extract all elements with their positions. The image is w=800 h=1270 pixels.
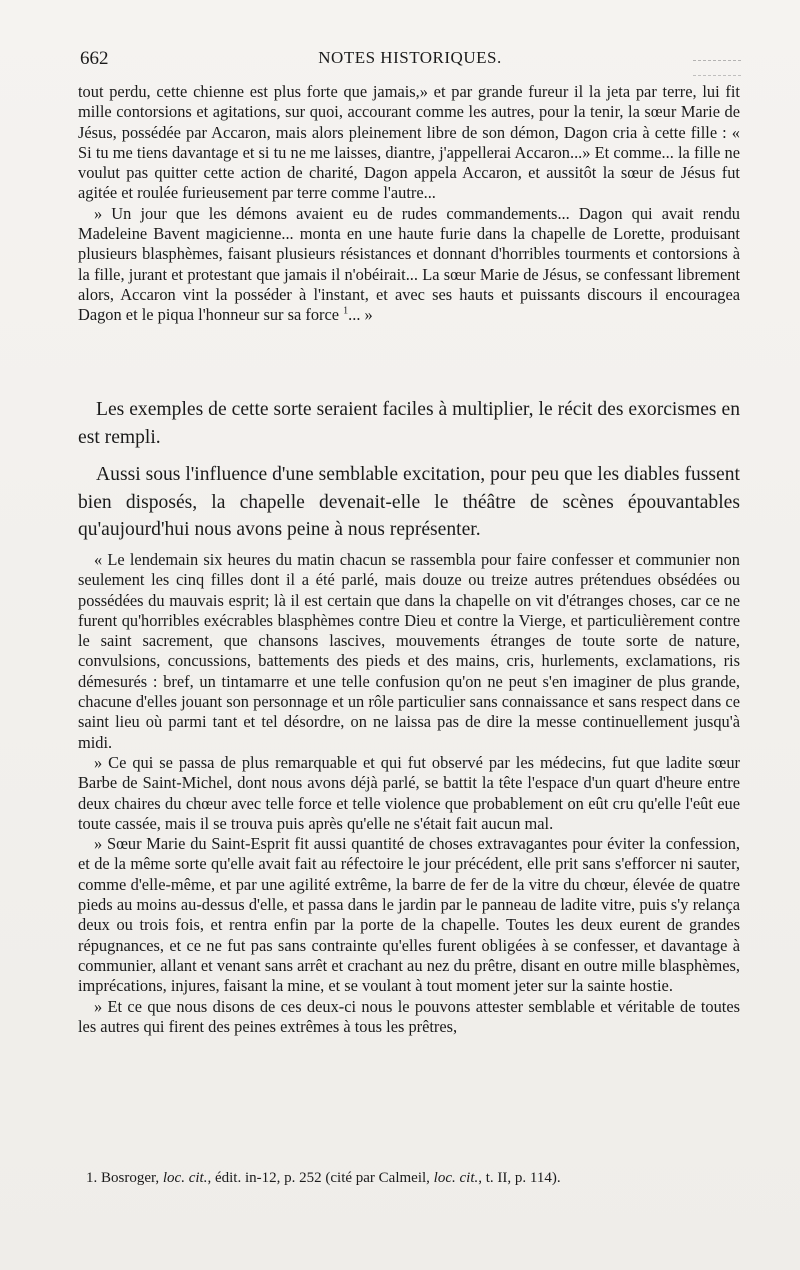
- footnote-marker: 1: [343, 305, 349, 317]
- quote-paragraph: » Ce qui se passa de plus remarquable et qui fut observé par les médecins, fut que ladite sœur Barbe de Saint-Michel, dont nous avons déjà parlé, se battit la tête l'espace d'un quart d'heure entre deux chaires du chœur avec telle force et telle violence que probablement on eût cru qu'elle l'eût eue toute cassée, mais il se trouva puis après qu'elle ne s'était fait aucun mal.: [78, 752, 740, 833]
- running-title: NOTES HISTORIQUES.: [318, 48, 502, 67]
- quote-block-1: [78, 82, 740, 326]
- footnote-author: Bosroger,: [101, 1170, 160, 1186]
- body-paragraph: Aussi sous l'influence d'une semblable excitation, pour peu que les diables fussent bien disposés, la chapelle devenait-elle le théâtre de scènes épouvantables qu'aujourd'hui nous avons peine à nous représenter.: [78, 464, 740, 540]
- quote-block-2: [78, 550, 740, 1037]
- footnote-loc-cit: loc. cit.: [162, 1170, 208, 1186]
- body-text: [78, 396, 740, 544]
- quote-paragraph: tout perdu, cette chienne est plus forte que jamais,» et par grande fureur il la jeta par terre, lui fit mille contorsions et agitations, sur quoi, accourant comme les autres, pour la tenir, la sœur Marie de Jésus, possédée par Accaron, mais alors pleinement libre de son démon, Dagon cria à cette fille : « Si tu me tiens davantage et si tu ne me laisses, diantre, j'appellerai Accaron...» Et comme... la fille ne voulut pas quitter cette action de charité, Dagon appela Accaron, et aussitôt la sœur de Jésus fut agitée et roulée furieusement par terre comme l'autre...: [78, 82, 740, 203]
- page-number: 662: [80, 48, 109, 69]
- quote-paragraph: » Sœur Marie du Saint-Esprit fit aussi quantité de choses extravagantes pour éviter la confession, et de la même sorte qu'elle avait fait au réfectoire le jour précédent, elle prit sans s'efforcer ni sauter, comme d'elle-même, et par une agilité extrême, la barre de fer de la vitre du chœur, élevée de quatre pieds au moins au-dessus d'elle, et passa dans le jardin par le panneau de ladite vitre, puis s'y relança deux ou trois fois, et rentra enfin par la porte de la chapelle. Toutes les deux eurent de grandes répugnances, et ce ne fut pas sans contrainte qu'elles furent obligées à se confesser, et davantage à communier, allant et venant sans arrêt et crachant au nez du prêtre, disant en outre mille blasphèmes, imprécations, injures, faisant la mine, et se voulant à tout moment jeter sur la sainte hostie.: [78, 834, 740, 996]
- quote-paragraph: « Le lendemain six heures du matin chacun se rassembla pour faire confesser et communier non seulement les cinq filles dont il a été parlé, mais douze ou treize autres prétendues obsédées ou possédées du mauvais esprit; là il est certain que dans la chapelle on vit d'étranges choses, car ce ne furent qu'horribles exécrables blasphèmes contre Dieu et contre la Vierge, et particulièrement contre le saint sacrement, que chansons lascives, mouvements étranges de toute sorte de nature, convulsions, concussions, battements des pieds et des mains, cris, hurlements, exclamations, ris démesurés : bref, un tintamarre et une telle confusion qu'on ne peut s'en imaginer de plus grande, chacune d'elles jouant son personnage et un rôle particulier sans connaissance et sans respect dans ce saint lieu où parmi tant et tel désordre, on ne laissa pas de dire la messe continuellement jusqu'à midi.: [78, 550, 740, 752]
- footnote-number: 1.: [86, 1170, 98, 1186]
- page-header: [80, 48, 740, 72]
- footnote: [86, 1168, 740, 1188]
- scan-artifact: [693, 60, 741, 76]
- footnote-loc-cit: loc. cit.: [433, 1170, 479, 1186]
- footnote-text: , édit. in-12, p. 252 (cité par Calmeil,: [207, 1170, 430, 1186]
- quote-text: » Un jour que les démons avaient eu de rudes commandements... Dagon qui avait rendu Madeleine Bavent magicienne... monta en une haute furie dans la chapelle de Lorette, produisant plusieurs blasphèmes, faisant plusieurs résistances et donnant d'horribles tourments et contorsions à la fille, jurant et protestant que jamais il n'obéirait... La sœur Marie de Jésus, se confessant librement alors, Accaron vint la posséder à l'instant, et avec ses hauts et puissants discours il encouragea Dagon et le piqua l'honneur sur sa force: [78, 203, 740, 325]
- quote-paragraph: » Et ce que nous disons de ces deux-ci nous le pouvons attester semblable et véritable de toutes les autres qui firent des peines extrêmes à tous les prêtres,: [78, 996, 740, 1036]
- body-paragraph: Les exemples de cette sorte seraient faciles à multiplier, le récit des exorcismes en est rempli.: [78, 399, 740, 448]
- footnote-text: , t. II, p. 114).: [478, 1170, 561, 1186]
- quote-paragraph: [78, 204, 740, 326]
- quote-ending: ... »: [348, 305, 373, 325]
